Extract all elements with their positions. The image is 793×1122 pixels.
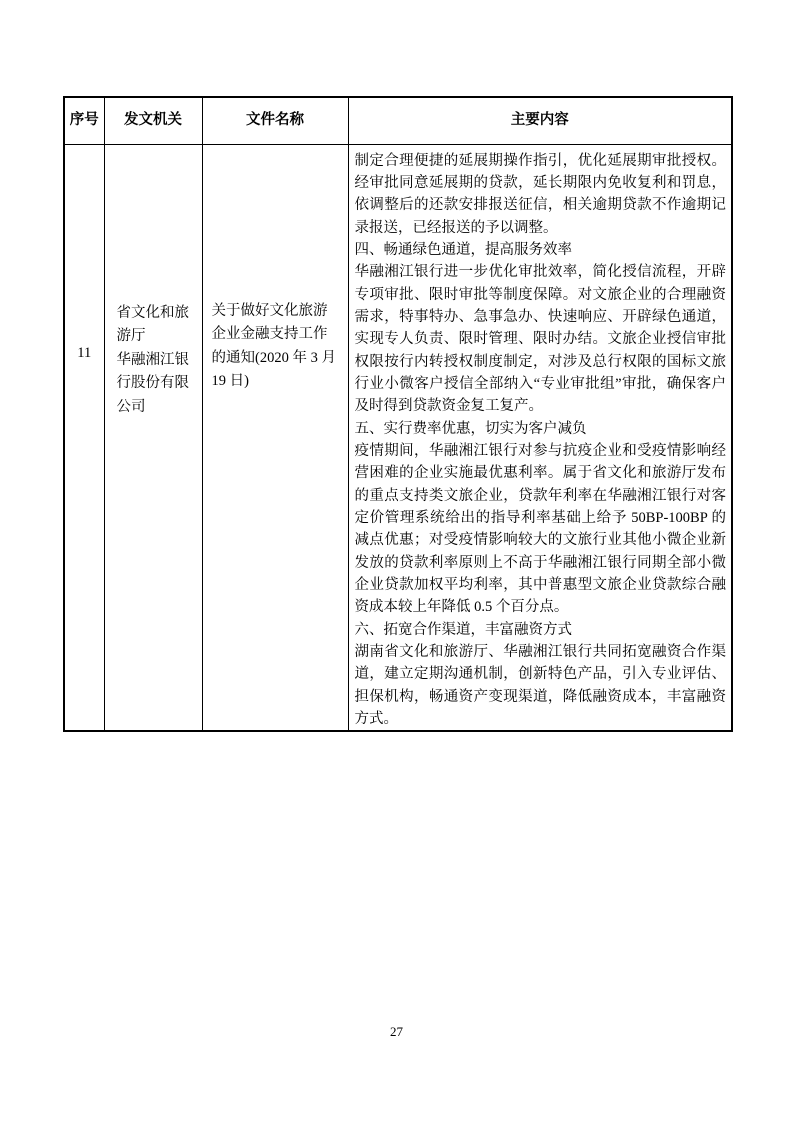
content-paragraph: 四、畅通绿色通道，提高服务效率 [354, 241, 572, 258]
page-number: 27 [390, 1024, 403, 1039]
row-main-content [349, 145, 732, 731]
content-paragraph: 疫情期间，华融湘江银行对参与抗疫企业和受疫情影响经营困难的企业实施最优惠利率。属于省文化和旅游厅发布的重点支持类文旅企业，贷款年利率在华融湘江银行对客定价管理系统给出的指导利率基础上给予 50BP-100BP 的减点优惠；对受疫情影响较大的文旅行业其他小微企业新发放的贷款利率原则上不高于华融湘江银行同期全部小微企业贷款加权平均利率，其中普惠型文旅企业贷款综合融资成本较上年降低 0.5 个百分点。 [354, 442, 726, 616]
row-document-name: 关于做好文化旅游企业金融支持工作的通知(2020 年 3 月 19 日) [211, 302, 336, 389]
row-agency [105, 145, 202, 420]
header-main-content: 主要内容 [348, 97, 732, 144]
document-table [63, 96, 733, 732]
table-row [64, 144, 732, 731]
header-index: 序号 [64, 97, 104, 144]
content-paragraph: 制定合理便捷的延展期操作指引，优化延展期审批授权。经审批同意延展期的贷款，延长期限内免收复利和罚息，依调整后的还款安排报送征信，相关逾期贷款不作逾期记录报送，已经报送的予以调整。 [354, 152, 726, 236]
header-document-name: 文件名称 [202, 97, 348, 144]
agency-line: 华融湘江银行股份有限公司 [116, 351, 189, 415]
header-agency: 发文机关 [104, 97, 202, 144]
row-main-content-cell [348, 144, 732, 731]
content-paragraph: 华融湘江银行进一步优化审批效率，简化授信流程，开辟专项审批、限时审批等制度保障。对文旅企业的合理融资需求，特事特办、急事急办、快速响应、开辟绿色通道，实现专人负责、限时管理、限时办结。文旅企业授信审批权限按行内转授权制度制定，对涉及总行权限的国标文旅行业小微客户授信全部纳入“专业审批组”审批，确保客户及时得到贷款资金复工复产。 [354, 264, 726, 415]
content-paragraph: 六、拓宽合作渠道，丰富融资方式 [354, 621, 572, 638]
content-paragraph: 五、实行费率优惠，切实为客户减负 [354, 420, 587, 437]
row-document-name-cell [202, 144, 348, 731]
agency-line: 省文化和旅游厅 [116, 304, 189, 344]
content-paragraph: 湖南省文化和旅游厅、华融湘江银行共同拓宽融资合作渠道，建立定期沟通机制，创新特色产品，引入专业评估、担保机构，畅通资产变现渠道，降低融资成本，丰富融资方式。 [354, 644, 726, 728]
row-index-cell [64, 144, 104, 731]
row-index: 11 [77, 344, 92, 361]
row-agency-cell [104, 144, 202, 731]
table-header-row [64, 97, 732, 144]
